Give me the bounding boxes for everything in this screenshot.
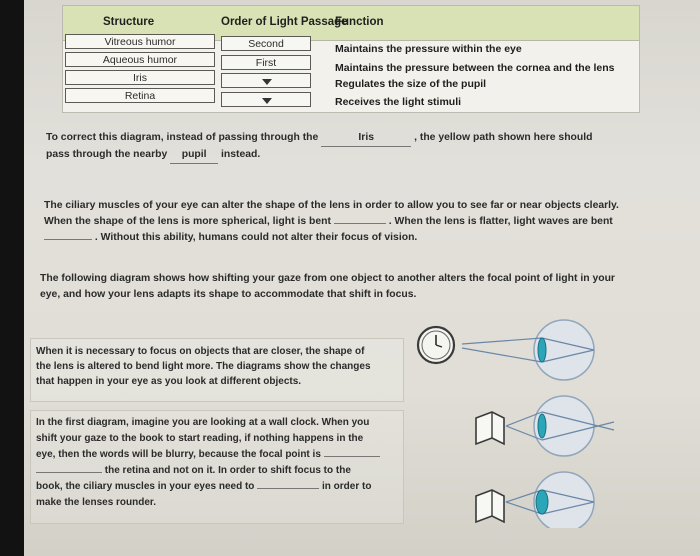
structure-cell-retina: Retina [65,88,215,103]
ciliary-line-1: The ciliary muscles of your eye can alter the shape of the lens in order to allow you to see far or near objects clearly. [44,200,619,211]
structure-cell-aqueous: Aqueous humor [65,52,215,67]
function-vitreous: Maintains the pressure within the eye [335,43,522,55]
ciliary-text-3: . Without this ability, humans could not alter their focus of vision. [94,232,418,243]
photo-dark-edge [0,0,24,556]
answer-blank-focal[interactable] [324,456,380,457]
answer-blank-pupil[interactable] [170,147,218,164]
box2-line-3 [36,447,380,463]
function-aqueous: Maintains the pressure between the cornea and the lens [335,62,615,74]
answer-iris: Iris [358,132,374,143]
answer-blank-spherical[interactable] [334,223,386,224]
clock-icon [418,327,454,363]
intro-line-1: The following diagram shows how shifting your gaze from one object to another alters the focal point of light in your [40,273,615,284]
correction-text-3: pass through the nearby [46,149,168,160]
ciliary-text-2a: When the shape of the lens is more spherical, light is bent [44,216,331,227]
box2-line-2: shift your gaze to the book to start reading, if nothing happens in the [36,433,364,444]
ciliary-text-2b: . When the lens is flatter, light waves are bent [388,216,613,227]
correction-text-4: instead. [221,149,261,160]
structure-table [62,5,640,113]
book-icon [476,412,504,444]
ciliary-line-3 [44,230,417,246]
eye-diagram-book-blurry [506,396,614,456]
function-retina: Receives the light stimuli [335,96,462,108]
eye-diagram-clock [462,320,594,380]
order-select-vitreous[interactable]: Second [221,36,311,51]
correction-line-2 [46,147,260,164]
box1-line-3: that happen in your eye as you look at different objects. [36,376,302,387]
answer-blank-ciliary[interactable] [257,488,319,489]
order-select-retina[interactable] [221,92,311,107]
box2-line-6: make the lenses rounder. [36,497,157,508]
correction-line-1 [46,130,593,147]
correction-text-1: To correct this diagram, instead of passing through the [46,132,319,143]
box2-line-1: In the first diagram, imagine you are looking at a wall clock. When you [36,417,370,428]
box2-line-5 [36,479,371,495]
answer-pupil: pupil [181,149,207,160]
structure-cell-vitreous: Vitreous humor [65,34,215,49]
book-icon [476,490,504,522]
answer-blank-focal-2[interactable] [36,472,102,473]
answer-blank-flatter[interactable] [44,239,92,240]
eye-diagram-book-focused [506,472,594,528]
header-order: Order of Light Passage [221,16,348,28]
dropdown-arrow-icon [262,98,272,104]
eye-focus-diagrams [414,318,624,528]
ciliary-line-2 [44,214,613,230]
answer-blank-iris[interactable] [321,130,411,147]
box2-text-4: the retina and not on it. In order to shift focus to the [104,465,351,476]
structure-cell-iris: Iris [65,70,215,85]
header-structure: Structure [103,16,155,28]
box2-line-4 [36,463,351,479]
correction-text-2: , the yellow path shown here should [414,132,593,143]
intro-line-2: eye, and how your lens adapts its shape to accommodate that shift in focus. [40,289,417,300]
box1-line-1: When it is necessary to focus on objects that are closer, the shape of [36,346,365,357]
dropdown-arrow-icon [262,79,272,85]
order-select-aqueous[interactable]: First [221,55,311,70]
header-function: Function [335,16,384,28]
box2-text-3: eye, then the words will be blurry, because the focal point is [36,449,321,460]
function-iris: Regulates the size of the pupil [335,78,487,90]
worksheet-page [24,0,700,556]
box1-line-2: the lens is altered to bend light more. The diagrams show the changes [36,361,371,372]
order-select-iris[interactable] [221,73,311,88]
box2-text-5a: book, the ciliary muscles in your eyes need to [36,481,255,492]
box2-text-5b: in order to [321,481,372,492]
